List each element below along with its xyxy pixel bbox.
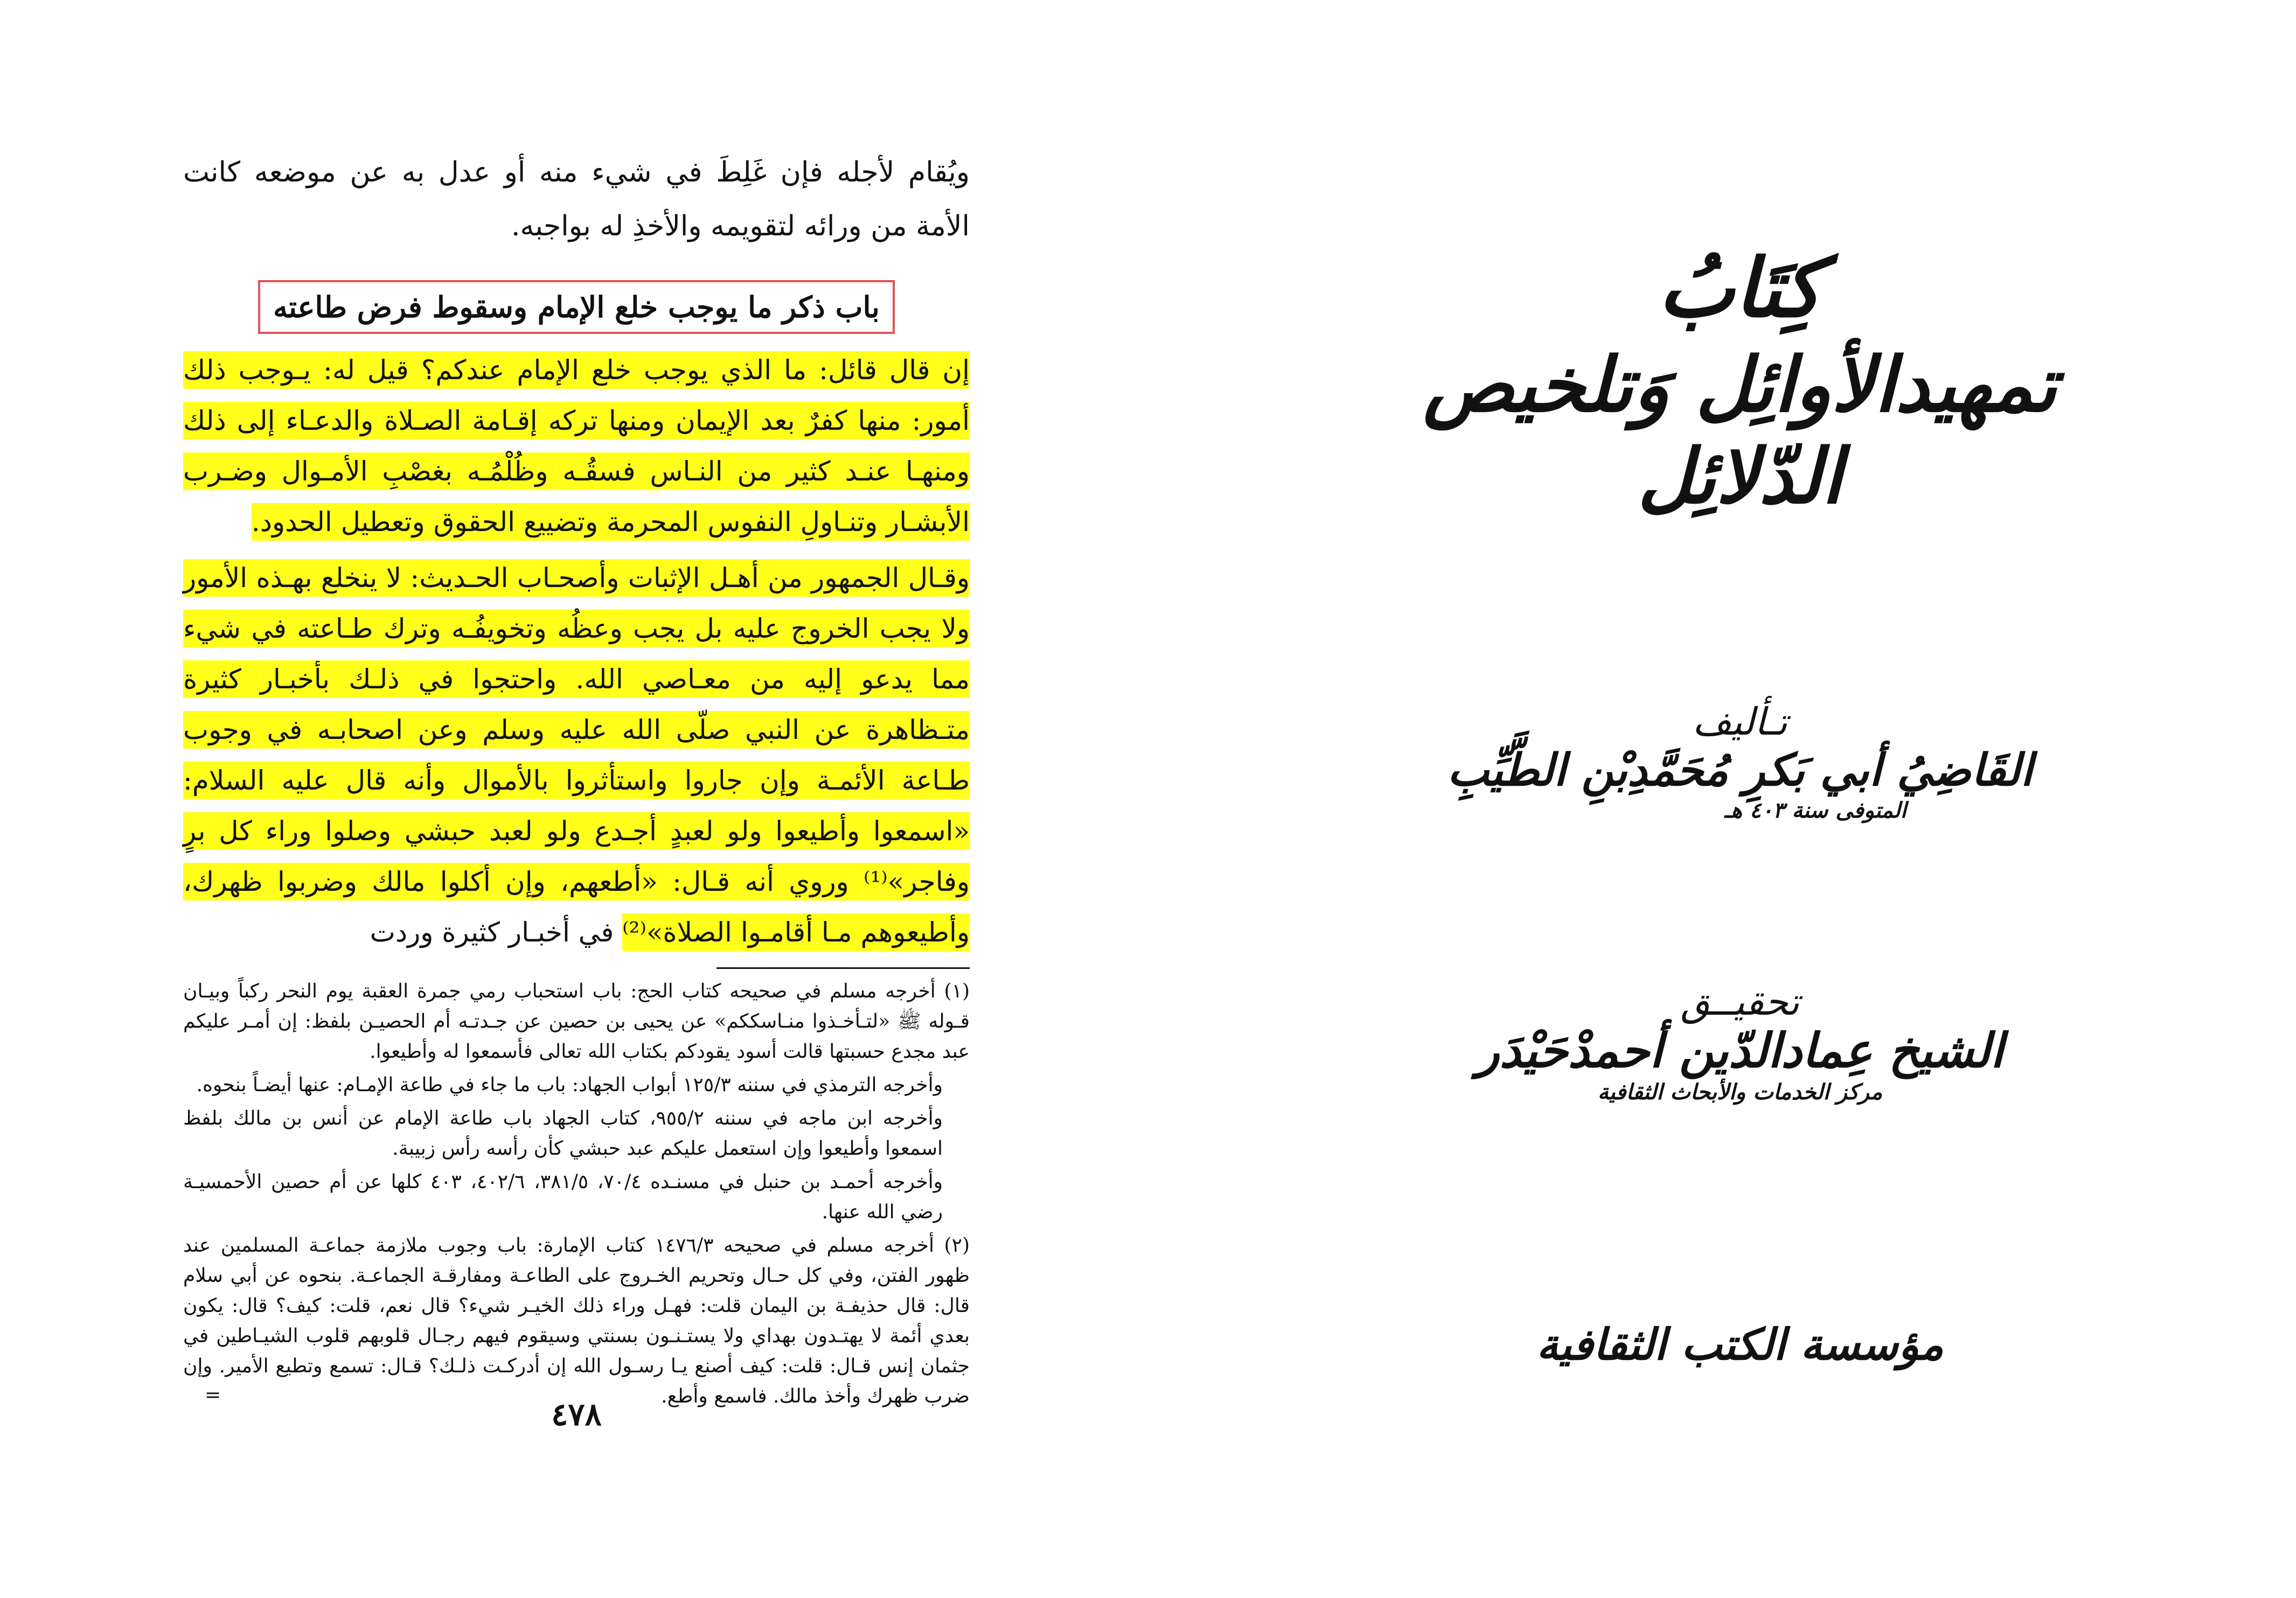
footnotes — [183, 976, 970, 1412]
footnote-1: (١) أخرجه مسلم في صحيحه كتاب الحج: باب استحباب رمي جمرة العقبة يوم النحر ركباً وبيـان قـوله ﷺ «لتـأخـذوا منـاسككم» عن يحيى بن حصين عن جـدتـه أم الحصيـن بلفظ: إن أمـر عليكم عبد مجدع حسبتها قالت أسود يقودكم بكتاب الله تعالى فأسمعوا له وأطيعوا. — [183, 980, 970, 1063]
publisher: مؤسسة الكتب الثقافية — [1536, 1319, 1944, 1370]
kitab-heading: كِتَابُ — [1658, 241, 1822, 336]
authored-label: تـأليف — [1692, 700, 1788, 744]
chapter-title: باب ذكر ما يوجب خلع الإمام وسقوط فرض طاعته — [258, 280, 895, 334]
footnote-2: (٢) أخرجه مسلم في صحيحه ١٤٧٦/٣ كتاب الإمارة: باب وجوب ملازمة جماعـة المسلمين عند ظهور الفتن، وفي كل حـال وتحريم الخـروج على الطاعـة ومفارقـة الجماعـة. بنحوه عن أبي سلام قال: قال حذيفـة بن اليمان قلت: فهـل وراء ذلك الخيـر شيء؟ قال نعم، قلت: كيف؟ قال: يكون بعدي أئمة لا يهتـدون بهداي ولا يستـنـون بسنتي وسيقوم فيهم رجـال قلوبهم قلوب الشيـاطين في جثمان إنس قـال: قلت: كيف أصنع يـا رسـول الله إن أدركـت ذلـك؟ قـال: تسمع وتطيع الأمير. وإن ضرب ظهرك وأخذ مالك. فاسمع وأطع. — [183, 1234, 970, 1407]
footnote-1-ahmad: وأخرجه أحمـد بن حنبل في مسنـده ٧٠/٤، ٣٨١/٥، ٤٠٢/٦، ٤٠٣ كلها عن أم حصين الأحمسيـة رضي الله عنها. — [183, 1171, 943, 1223]
author-name: القَاضِيُ أبي بَكرِ مُحَمَّدِبْنِ الطَّيِّبِ — [1447, 744, 2033, 796]
book-title: تمهيدالأوائِل وَتلخيص الدّلائِل — [1423, 341, 2057, 521]
paragraph-1 — [183, 345, 970, 547]
intro-paragraph: ويُقام لأجله فإن غَلِطَ في شيء منه أو عدل به عن موضعه كانت الأمة من ورائه لتقويمه والأخذِ له بواجبه. — [183, 156, 970, 242]
paragraph-2-rest: في أخبـار كثيرة وردت — [370, 917, 623, 948]
highlight-paragraph-2: وقـال الجمهور من أهـل الإثبات وأصحـاب الحـديث: لا ينخلع بهـذه الأمور ولا يجب الخروج عليه بل يجب وعظُه وتخويفُـه وترك طـاعته في شيء مما يدعو إليه من معـاصي الله. واحتجوا في ذلـك بأخبـار كثيرة متـظاهرة عن النبي صلّى الله عليه وسلم وعن اصحابـه في وجوب طـاعة الأئمـة وإن جاروا واستأثروا بالأموال وأنه قال عليه السلام: «اسمعوا وأطيعوا ولو لعبدٍ أجـدع ولو لعبد حبشي وصلوا وراء كل برٍ وفاجر»⁽¹⁾ وروي أنه قـال: «أطعهم، وإن أكلوا مالك وضربوا ظهرك، وأطيعوهم مـا أقامـوا الصلاة»⁽²⁾ — [183, 559, 970, 951]
footnote-continuation-mark: = — [205, 1384, 221, 1406]
paragraph-2 — [183, 553, 970, 958]
author-death-date: المتوفى سنة ٤٠٣ هـ — [1724, 798, 1907, 823]
editor-organization: مركز الخدمات والأبحاث الثقافية — [1597, 1079, 1883, 1105]
title-page — [1411, 215, 2069, 1454]
page-number: ٤٧٨ — [551, 1396, 602, 1433]
text-page — [183, 145, 970, 1492]
footnote-1-ibn-majah: وأخرجه ابن ماجه في سننه ٩٥٥/٢، كتاب الجهاد باب طاعة الإمام عن أنس بن مالك بلفظ اسمعوا وأطيعوا وإن استعمل عليكم عبد حبشي كأن رأسه رأس زبيبة. — [183, 1107, 943, 1160]
footnote-1-tirmidhi: وأخرجه الترمذي في سننه ١٢٥/٣ أبواب الجهاد: باب ما جاء في طاعة الإمـام: عنها أيضـاً بنحوه. — [196, 1074, 943, 1096]
highlight-paragraph-1: إن قال قائل: ما الذي يوجب خلع الإمام عندكم؟ قيل له: يـوجب ذلك أمور: منها كفرٌ بعد الإيمان ومنها تركه إقـامة الصـلاة والدعـاء إلى ذلك ومنهـا عنـد كثير من النـاس فسقُـه وظُلْمُـه بغصْبِ الأمـوال وضـرب الأبشـار وتنـاولِ النفوس المحرمة وتضييع الحقوق وتعطيل الحدود. — [183, 351, 970, 541]
footnote-separator — [716, 967, 970, 969]
edited-label: تحقيــق — [1680, 980, 1800, 1024]
editor-name: الشيخ عِمادالدّين أحمدْحَيْدَر — [1476, 1022, 2004, 1078]
